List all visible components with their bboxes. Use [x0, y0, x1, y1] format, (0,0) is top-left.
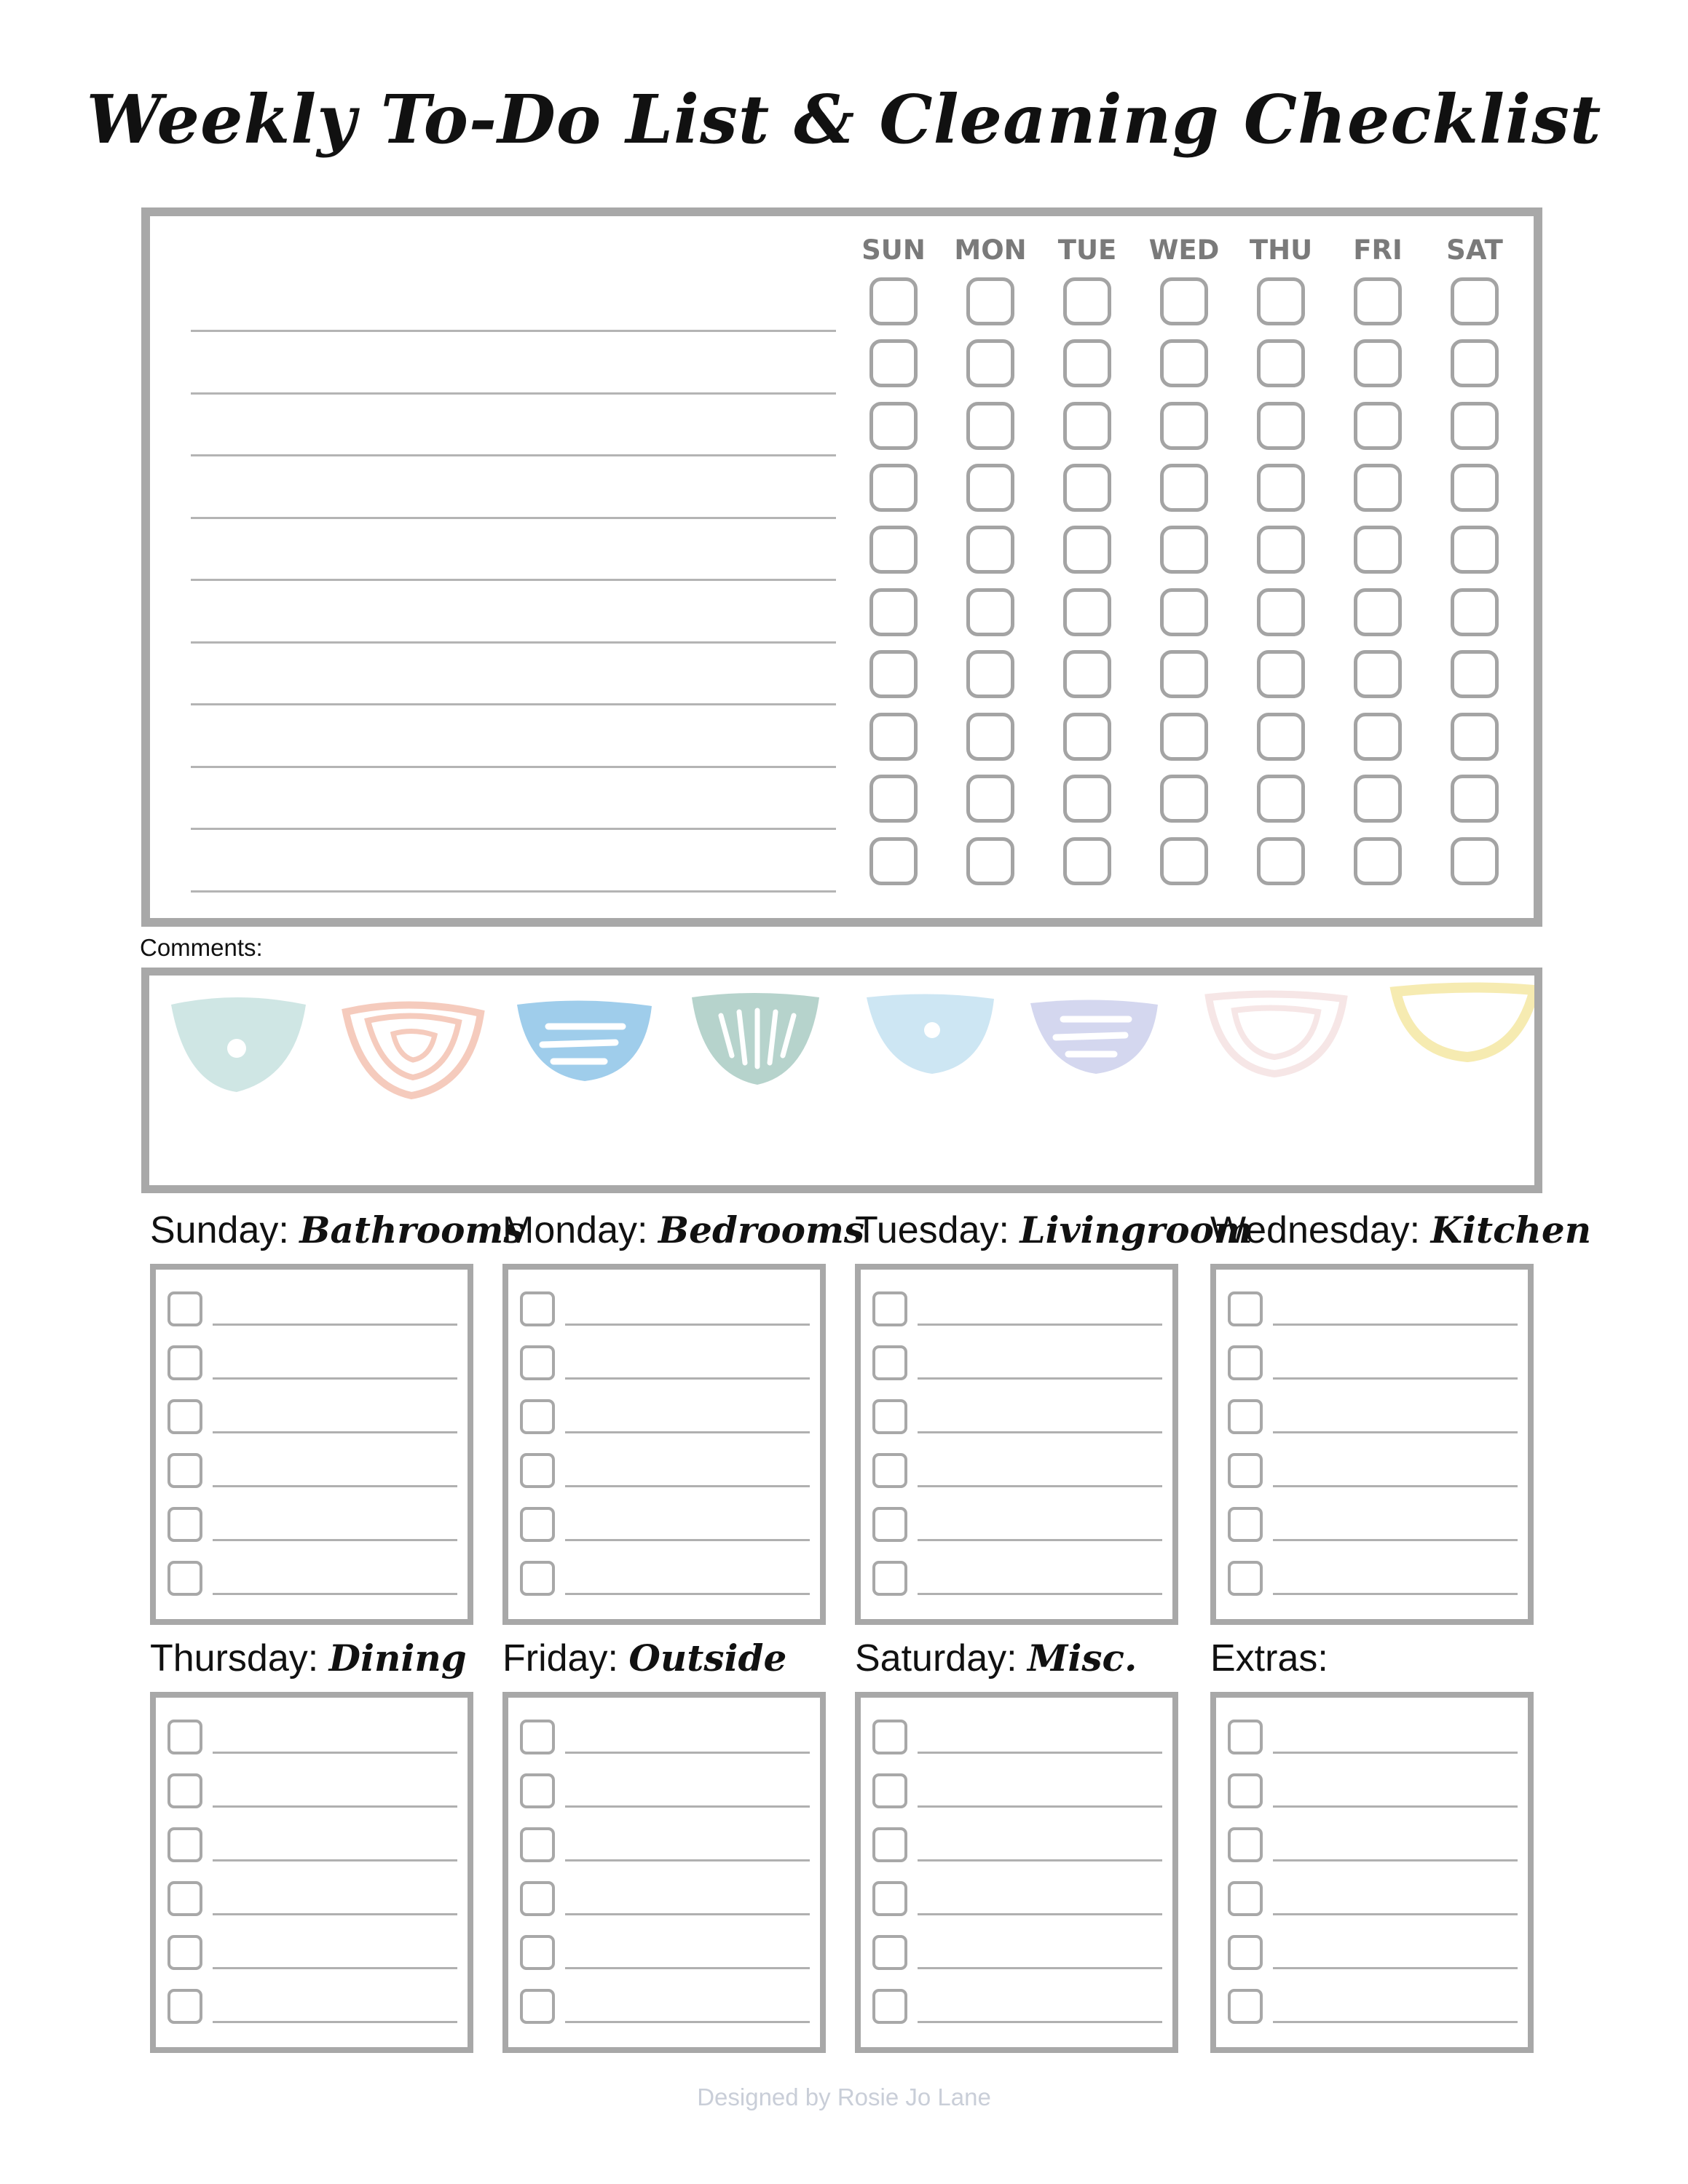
- item-checkbox[interactable]: [872, 1345, 907, 1380]
- item-line[interactable]: [1273, 1485, 1518, 1487]
- item-checkbox[interactable]: [1228, 1881, 1263, 1916]
- section-title: [502, 1637, 786, 1680]
- item-checkbox[interactable]: [1228, 1935, 1263, 1970]
- task-line[interactable]: [191, 330, 836, 332]
- item-line[interactable]: [1273, 1593, 1518, 1595]
- item-line[interactable]: [1273, 1324, 1518, 1326]
- bowl-2-icon: [346, 1005, 481, 1096]
- item-line[interactable]: [918, 1431, 1162, 1433]
- bowl-illustrations: [149, 976, 1534, 1185]
- item-line[interactable]: [1273, 1377, 1518, 1380]
- checkbox-sun[interactable]: [869, 775, 918, 823]
- checkbox-sun[interactable]: [869, 650, 918, 698]
- item-checkbox[interactable]: [520, 1453, 555, 1488]
- item-checkbox[interactable]: [167, 1453, 202, 1488]
- checkbox-sun[interactable]: [869, 464, 918, 512]
- section-day: Thursday:: [150, 1637, 319, 1679]
- day-header-thu: THU: [1249, 234, 1313, 266]
- checkbox-mon[interactable]: [966, 277, 1014, 325]
- section-theme: Bedrooms: [658, 1208, 865, 1251]
- checkbox-thu[interactable]: [1257, 837, 1305, 885]
- item-line[interactable]: [213, 1324, 457, 1326]
- checkbox-mon[interactable]: [966, 464, 1014, 512]
- item-line[interactable]: [565, 2021, 810, 2023]
- checkbox-sat[interactable]: [1451, 588, 1499, 636]
- item-line[interactable]: [918, 2021, 1162, 2023]
- item-checkbox[interactable]: [1228, 1561, 1263, 1596]
- checkbox-mon[interactable]: [966, 588, 1014, 636]
- item-line[interactable]: [1273, 1967, 1518, 1969]
- section-day: Wednesday:: [1210, 1209, 1421, 1251]
- checkbox-sun[interactable]: [869, 402, 918, 450]
- item-line[interactable]: [213, 1539, 457, 1541]
- item-checkbox[interactable]: [1228, 1345, 1263, 1380]
- task-line[interactable]: [191, 392, 836, 395]
- bowl-7-icon: [1209, 994, 1344, 1074]
- item-line[interactable]: [213, 2021, 457, 2023]
- checkbox-fri[interactable]: [1354, 277, 1402, 325]
- checkbox-tue[interactable]: [1063, 713, 1111, 761]
- item-line[interactable]: [918, 1967, 1162, 1969]
- item-line[interactable]: [918, 1859, 1162, 1861]
- item-checkbox[interactable]: [872, 1507, 907, 1542]
- item-checkbox[interactable]: [520, 1399, 555, 1434]
- checkbox-fri[interactable]: [1354, 402, 1402, 450]
- item-checkbox[interactable]: [872, 1453, 907, 1488]
- item-checkbox[interactable]: [520, 1827, 555, 1862]
- checkbox-tue[interactable]: [1063, 464, 1111, 512]
- checkbox-fri[interactable]: [1354, 588, 1402, 636]
- item-checkbox[interactable]: [872, 1989, 907, 2024]
- checkbox-wed[interactable]: [1160, 713, 1208, 761]
- comments-box[interactable]: [141, 968, 1542, 1193]
- checkbox-wed[interactable]: [1160, 402, 1208, 450]
- checkbox-thu[interactable]: [1257, 339, 1305, 387]
- item-checkbox[interactable]: [1228, 1291, 1263, 1326]
- item-line[interactable]: [918, 1805, 1162, 1808]
- item-line[interactable]: [213, 1967, 457, 1969]
- checkbox-fri[interactable]: [1354, 837, 1402, 885]
- item-checkbox[interactable]: [1228, 1720, 1263, 1754]
- bowl-8-icon: [1396, 987, 1534, 1057]
- item-checkbox[interactable]: [520, 1773, 555, 1808]
- item-line[interactable]: [565, 1967, 810, 1969]
- checkbox-wed[interactable]: [1160, 588, 1208, 636]
- item-line[interactable]: [1273, 1805, 1518, 1808]
- checkbox-thu[interactable]: [1257, 588, 1305, 636]
- page-title: Weekly To-Do List & Cleaning Checklist: [86, 80, 1602, 159]
- item-checkbox[interactable]: [167, 1291, 202, 1326]
- day-header-sun: SUN: [861, 234, 926, 266]
- checkbox-thu[interactable]: [1257, 464, 1305, 512]
- section-title: [855, 1208, 1253, 1252]
- checkbox-fri[interactable]: [1354, 464, 1402, 512]
- section-theme: Kitchen: [1430, 1208, 1592, 1251]
- checkbox-thu[interactable]: [1257, 775, 1305, 823]
- checkbox-sun[interactable]: [869, 339, 918, 387]
- checkbox-wed[interactable]: [1160, 464, 1208, 512]
- checkbox-tue[interactable]: [1063, 402, 1111, 450]
- item-line[interactable]: [1273, 1913, 1518, 1915]
- day-header-fri: FRI: [1353, 234, 1403, 266]
- bowl-4-icon: [692, 993, 819, 1085]
- checkbox-tue[interactable]: [1063, 588, 1111, 636]
- task-line[interactable]: [191, 454, 836, 456]
- item-checkbox[interactable]: [872, 1720, 907, 1754]
- item-checkbox[interactable]: [872, 1935, 907, 1970]
- bowl-3-icon: [517, 1000, 652, 1081]
- day-header-wed: WED: [1148, 234, 1220, 266]
- weekly-todo-grid: [141, 207, 1542, 927]
- checkbox-sun[interactable]: [869, 277, 918, 325]
- checkbox-sat[interactable]: [1451, 277, 1499, 325]
- item-line[interactable]: [213, 1913, 457, 1915]
- section-theme: Misc.: [1028, 1637, 1137, 1679]
- checkbox-sun[interactable]: [869, 837, 918, 885]
- item-checkbox[interactable]: [1228, 1827, 1263, 1862]
- item-line[interactable]: [1273, 1752, 1518, 1754]
- item-line[interactable]: [213, 1805, 457, 1808]
- item-line[interactable]: [213, 1593, 457, 1595]
- checkbox-wed[interactable]: [1160, 339, 1208, 387]
- item-checkbox[interactable]: [167, 1827, 202, 1862]
- item-checkbox[interactable]: [520, 1989, 555, 2024]
- item-line[interactable]: [1273, 1431, 1518, 1433]
- section-title: [855, 1637, 1137, 1680]
- checkbox-thu[interactable]: [1257, 650, 1305, 698]
- day-header-sat: SAT: [1446, 234, 1503, 266]
- item-line[interactable]: [213, 1752, 457, 1754]
- item-checkbox[interactable]: [872, 1291, 907, 1326]
- task-line[interactable]: [191, 703, 836, 705]
- checkbox-wed[interactable]: [1160, 277, 1208, 325]
- item-checkbox[interactable]: [167, 1507, 202, 1542]
- checkbox-sun[interactable]: [869, 526, 918, 574]
- item-line[interactable]: [565, 1913, 810, 1915]
- item-checkbox[interactable]: [520, 1507, 555, 1542]
- checkbox-tue[interactable]: [1063, 277, 1111, 325]
- checkbox-sat[interactable]: [1451, 402, 1499, 450]
- item-checkbox[interactable]: [167, 1345, 202, 1380]
- item-checkbox[interactable]: [520, 1345, 555, 1380]
- item-checkbox[interactable]: [167, 1881, 202, 1916]
- checkbox-thu[interactable]: [1257, 277, 1305, 325]
- item-line[interactable]: [213, 1859, 457, 1861]
- section-theme: Outside: [628, 1637, 787, 1679]
- checkbox-fri[interactable]: [1354, 713, 1402, 761]
- section-day: Extras:: [1210, 1637, 1328, 1679]
- checkbox-tue[interactable]: [1063, 837, 1111, 885]
- section-title: [150, 1637, 467, 1680]
- item-line[interactable]: [918, 1913, 1162, 1915]
- checkbox-sat[interactable]: [1451, 775, 1499, 823]
- section-title: [150, 1208, 524, 1252]
- item-line[interactable]: [918, 1539, 1162, 1541]
- item-checkbox[interactable]: [167, 1399, 202, 1434]
- checkbox-sat[interactable]: [1451, 713, 1499, 761]
- checkbox-tue[interactable]: [1063, 526, 1111, 574]
- checkbox-sat[interactable]: [1451, 464, 1499, 512]
- item-checkbox[interactable]: [520, 1720, 555, 1754]
- item-checkbox[interactable]: [520, 1561, 555, 1596]
- section-title: [502, 1208, 864, 1252]
- item-line[interactable]: [213, 1377, 457, 1380]
- item-line[interactable]: [918, 1377, 1162, 1380]
- task-line[interactable]: [191, 828, 836, 830]
- checkbox-thu[interactable]: [1257, 402, 1305, 450]
- bowl-6-icon: [1030, 1000, 1158, 1074]
- bowl-5-icon: [867, 994, 994, 1074]
- item-line[interactable]: [565, 1805, 810, 1808]
- item-line[interactable]: [1273, 1539, 1518, 1541]
- item-line[interactable]: [1273, 1859, 1518, 1861]
- item-checkbox[interactable]: [520, 1291, 555, 1326]
- item-line[interactable]: [565, 1324, 810, 1326]
- item-line[interactable]: [918, 1324, 1162, 1326]
- item-checkbox[interactable]: [872, 1561, 907, 1596]
- checkbox-sun[interactable]: [869, 713, 918, 761]
- day-header-mon: MON: [954, 234, 1027, 266]
- comments-label: Comments:: [140, 934, 263, 961]
- checkbox-sat[interactable]: [1451, 339, 1499, 387]
- item-line[interactable]: [565, 1377, 810, 1380]
- section-theme: Dining: [328, 1637, 467, 1679]
- checkbox-mon[interactable]: [966, 650, 1014, 698]
- item-checkbox[interactable]: [1228, 1773, 1263, 1808]
- item-line[interactable]: [918, 1752, 1162, 1754]
- item-checkbox[interactable]: [167, 1989, 202, 2024]
- checkbox-fri[interactable]: [1354, 650, 1402, 698]
- item-checkbox[interactable]: [872, 1827, 907, 1862]
- checkbox-fri[interactable]: [1354, 526, 1402, 574]
- item-checkbox[interactable]: [520, 1881, 555, 1916]
- checkbox-fri[interactable]: [1354, 775, 1402, 823]
- checkbox-tue[interactable]: [1063, 775, 1111, 823]
- checkbox-thu[interactable]: [1257, 526, 1305, 574]
- item-checkbox[interactable]: [167, 1720, 202, 1754]
- item-line[interactable]: [565, 1539, 810, 1541]
- section-title: [1210, 1208, 1591, 1252]
- checkbox-wed[interactable]: [1160, 526, 1208, 574]
- checkbox-mon[interactable]: [966, 837, 1014, 885]
- item-line[interactable]: [918, 1593, 1162, 1595]
- section-day: Tuesday:: [855, 1209, 1009, 1251]
- section-day: Monday:: [502, 1209, 648, 1251]
- section-day: Saturday:: [855, 1637, 1017, 1679]
- checkbox-tue[interactable]: [1063, 339, 1111, 387]
- checkbox-sun[interactable]: [869, 588, 918, 636]
- checkbox-mon[interactable]: [966, 713, 1014, 761]
- item-line[interactable]: [565, 1859, 810, 1861]
- checkbox-wed[interactable]: [1160, 775, 1208, 823]
- item-line[interactable]: [565, 1485, 810, 1487]
- item-checkbox[interactable]: [872, 1773, 907, 1808]
- item-line[interactable]: [213, 1431, 457, 1433]
- checkbox-wed[interactable]: [1160, 650, 1208, 698]
- item-line[interactable]: [213, 1485, 457, 1487]
- item-line[interactable]: [565, 1752, 810, 1754]
- item-checkbox[interactable]: [872, 1881, 907, 1916]
- section-title: [1210, 1637, 1328, 1680]
- item-checkbox[interactable]: [1228, 1399, 1263, 1434]
- checkbox-sat[interactable]: [1451, 650, 1499, 698]
- task-line[interactable]: [191, 766, 836, 768]
- checkbox-fri[interactable]: [1354, 339, 1402, 387]
- item-checkbox[interactable]: [167, 1935, 202, 1970]
- item-checkbox[interactable]: [520, 1935, 555, 1970]
- task-line[interactable]: [191, 579, 836, 581]
- checkbox-thu[interactable]: [1257, 713, 1305, 761]
- checkbox-mon[interactable]: [966, 526, 1014, 574]
- checkbox-wed[interactable]: [1160, 837, 1208, 885]
- item-checkbox[interactable]: [167, 1561, 202, 1596]
- checkbox-mon[interactable]: [966, 402, 1014, 450]
- day-header-tue: TUE: [1057, 234, 1117, 266]
- checkbox-sat[interactable]: [1451, 526, 1499, 574]
- item-checkbox[interactable]: [1228, 1989, 1263, 2024]
- section-theme: Livingroom: [1019, 1208, 1253, 1251]
- item-line[interactable]: [565, 1593, 810, 1595]
- task-line[interactable]: [191, 890, 836, 893]
- checkbox-mon[interactable]: [966, 339, 1014, 387]
- item-line[interactable]: [565, 1431, 810, 1433]
- item-checkbox[interactable]: [167, 1773, 202, 1808]
- checkbox-sat[interactable]: [1451, 837, 1499, 885]
- designer-credit: Designed by Rosie Jo Lane: [697, 2084, 991, 2110]
- bowl-1-icon: [171, 997, 306, 1092]
- item-line[interactable]: [1273, 2021, 1518, 2023]
- section-day: Friday:: [502, 1637, 618, 1679]
- section-theme: Bathrooms: [299, 1208, 524, 1251]
- task-line[interactable]: [191, 517, 836, 519]
- item-checkbox[interactable]: [872, 1399, 907, 1434]
- checkbox-mon[interactable]: [966, 775, 1014, 823]
- item-checkbox[interactable]: [1228, 1507, 1263, 1542]
- item-line[interactable]: [918, 1485, 1162, 1487]
- item-checkbox[interactable]: [1228, 1453, 1263, 1488]
- section-day: Sunday:: [150, 1209, 289, 1251]
- task-line[interactable]: [191, 641, 836, 644]
- checkbox-tue[interactable]: [1063, 650, 1111, 698]
